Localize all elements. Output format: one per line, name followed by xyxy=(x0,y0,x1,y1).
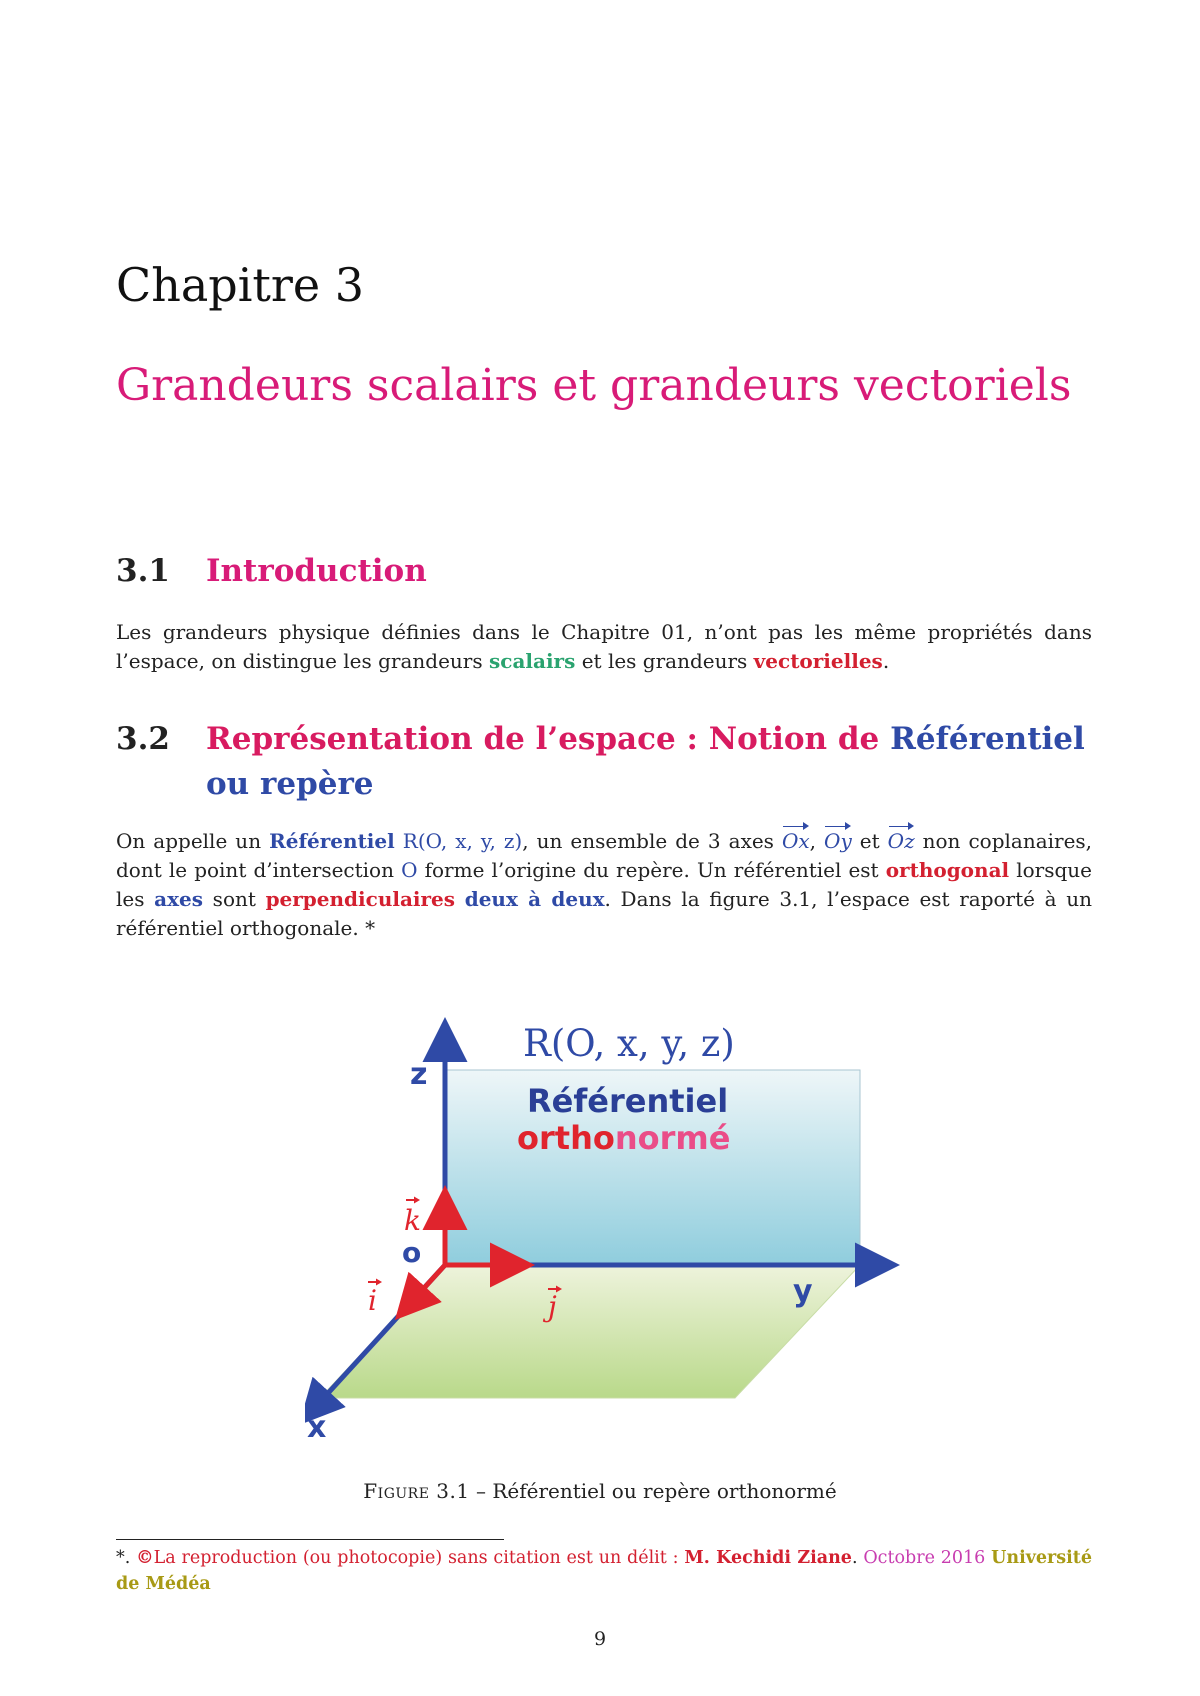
text-span: lorsque les xyxy=(116,858,1093,911)
z-label: z xyxy=(410,1057,428,1092)
term-origin-o: O xyxy=(401,858,418,882)
xy-plane xyxy=(320,1265,860,1398)
text-span: non coplanaires, dont le point d’intersection xyxy=(116,829,1093,882)
i-label xyxy=(368,1279,382,1318)
term-deux-a-deux: deux à deux xyxy=(464,887,605,911)
term-referentiel: Référentiel xyxy=(269,829,395,853)
r-notation-label: R(O, x, y, z) xyxy=(523,1022,735,1065)
text-span: forme l’origine du repère. Un référentiel est xyxy=(417,858,886,882)
orthonorme-label xyxy=(517,1119,730,1157)
text-span: Les grandeurs physique définies dans le Chapitre 01, n’ont pas les même propriétés dans l’espace, on distingue les grandeurs xyxy=(116,620,1092,673)
vector-oy: Oy xyxy=(824,825,852,856)
text-span: sont xyxy=(203,887,266,911)
footnote-marker: *. xyxy=(116,1548,137,1568)
intro-paragraph xyxy=(116,618,1092,676)
footnote-university: Université de Médéa xyxy=(116,1548,1092,1594)
referentiel-diagram xyxy=(305,1010,905,1460)
section-title: Introduction xyxy=(206,553,427,589)
ortho-part: ortho xyxy=(517,1119,615,1157)
origin-label: o xyxy=(402,1236,422,1269)
section-number: 3.2 xyxy=(116,721,170,757)
term-orthogonal: orthogonal xyxy=(885,858,1010,882)
term-perpendiculaires: perpendiculaires xyxy=(265,887,456,911)
x-label: x xyxy=(307,1410,327,1445)
footnote-text: La reproduction (ou photocopie) sans citation est un délit : xyxy=(153,1548,685,1568)
caption-label: Figure 3.1 xyxy=(363,1479,470,1503)
y-label: y xyxy=(793,1274,813,1309)
term-axes: axes xyxy=(154,887,204,911)
vector-ox: Ox xyxy=(782,825,810,856)
chapter-label: Chapitre 3 xyxy=(116,258,364,312)
text-span xyxy=(395,829,403,853)
i-letter: i xyxy=(368,1284,377,1317)
figure-referentiel xyxy=(305,1010,905,1464)
referentiel-paragraph xyxy=(116,825,1092,943)
k-letter: k xyxy=(404,1204,421,1237)
text-span: . xyxy=(851,1548,864,1568)
title-part-1: Représentation de l’espace : Notion de xyxy=(206,721,880,757)
caption-text: – Référentiel ou repère orthonormé xyxy=(469,1479,837,1503)
section-title xyxy=(206,717,1096,807)
vector-oz: Oz xyxy=(888,825,915,856)
term-scalairs: scalairs xyxy=(489,649,576,673)
title-part-2: Référentiel ou repère xyxy=(206,721,1085,802)
section-number: 3.1 xyxy=(116,553,170,589)
text-span xyxy=(455,887,465,911)
term-vectorielles: vectorielles xyxy=(753,649,883,673)
text-span: , xyxy=(809,829,825,853)
copyright-symbol: © xyxy=(136,1548,154,1568)
text-span: . Dans la figure 3.1, l’espace est raporté à un référentiel orthogonale. * xyxy=(116,887,1092,940)
footnote xyxy=(116,1545,1092,1597)
j-letter: j xyxy=(548,1290,557,1323)
term-r-notation: R(O, x, y, z) xyxy=(402,829,523,853)
footnote-rule xyxy=(116,1539,504,1540)
chapter-title: Grandeurs scalairs et grandeurs vectoriels xyxy=(116,360,1072,411)
footnote-date: Octobre 2016 xyxy=(863,1548,986,1568)
text-span: , un ensemble de 3 axes xyxy=(522,829,782,853)
page-number: 9 xyxy=(593,1628,607,1650)
text-span: et xyxy=(851,829,888,853)
text-span: et les grandeurs xyxy=(575,649,754,673)
text-span: On appelle un xyxy=(116,829,270,853)
referentiel-label: Référentiel xyxy=(527,1082,729,1120)
figure-caption xyxy=(0,1479,1200,1503)
norme-part: normé xyxy=(614,1119,731,1157)
k-label xyxy=(404,1197,421,1238)
section-heading-introduction xyxy=(116,553,427,589)
footnote-author: M. Kechidi Ziane xyxy=(684,1548,852,1568)
text-span: . xyxy=(882,649,890,673)
